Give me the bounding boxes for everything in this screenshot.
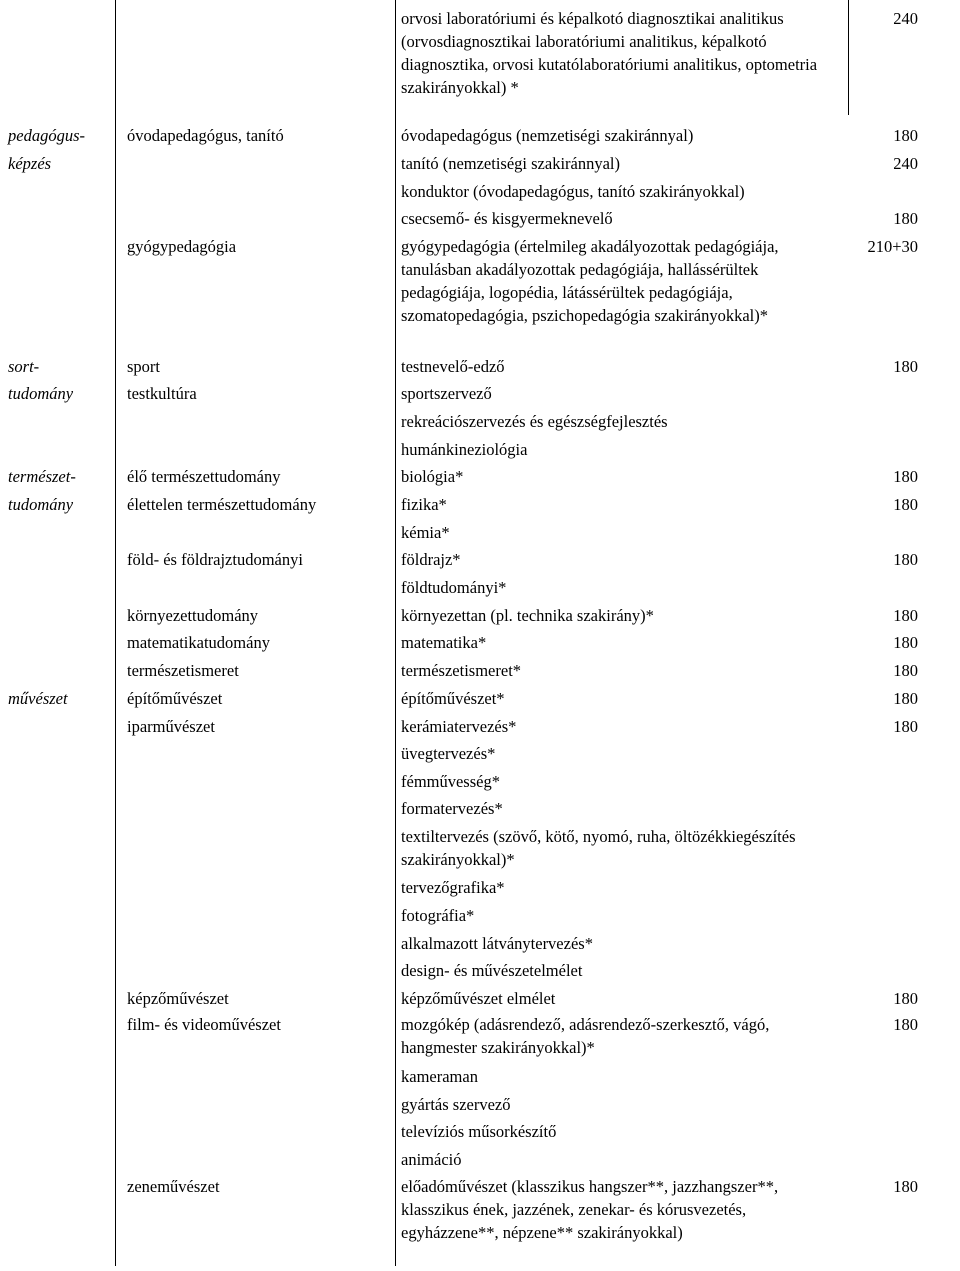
discipline-cell: testkultúra (127, 384, 197, 403)
credits-cell: 240 (893, 9, 918, 28)
discipline-cell: környezettudomány (127, 606, 259, 625)
credits-cell: 180 (893, 495, 918, 514)
specialization-cell: humánkineziológia (401, 440, 528, 459)
credits-cell: 180 (893, 689, 918, 708)
specialization-cell: orvosi laboratóriumi és képalkotó diagnosztikai analitikus (orvosdiagnosztikai laboratóriumi analitikus, képalkotó diagnosztika, orvosi kutatólaboratóriumi analitikus, optometria szakirányokkal) * (401, 9, 818, 97)
field-cell: tudomány (8, 495, 74, 514)
credits-cell: 180 (893, 606, 918, 625)
discipline-cell: természetismeret (127, 661, 239, 680)
discipline-cell: gyógypedagógia (127, 237, 237, 256)
credits-cell: 180 (893, 633, 918, 652)
column-divider-3 (848, 0, 849, 115)
specialization-cell: csecsemő- és kisgyermeknevelő (401, 209, 613, 228)
specialization-cell: tanító (nemzetiségi szakiránnyal) (401, 154, 620, 173)
discipline-cell: élő természettudomány (127, 467, 281, 486)
discipline-cell: iparművészet (127, 717, 215, 736)
specialization-cell: biológia* (401, 467, 464, 486)
specialization-cell: testnevelő-edző (401, 357, 505, 376)
specialization-cell: televíziós műsorkészítő (401, 1122, 557, 1141)
discipline-cell: föld- és földrajztudományi (127, 550, 303, 569)
specialization-cell: design- és művészetelmélet (401, 961, 583, 980)
credits-cell: 180 (893, 717, 918, 736)
specialization-cell: tervezőgrafika* (401, 878, 505, 897)
discipline-cell: építőművészet (127, 689, 223, 708)
discipline-cell: óvodapedagógus, tanító (127, 126, 284, 145)
specialization-cell: kémia* (401, 523, 450, 542)
credits-cell: 180 (893, 357, 918, 376)
field-cell: pedagógus- (8, 126, 85, 145)
credits-cell: 180 (893, 1177, 918, 1196)
credits-cell: 180 (893, 661, 918, 680)
field-cell: sort- (8, 357, 40, 376)
specialization-cell: matematika* (401, 633, 487, 652)
specialization-cell: formatervezés* (401, 799, 503, 818)
credits-cell: 180 (893, 467, 918, 486)
discipline-cell: sport (127, 357, 160, 376)
specialization-cell: textiltervezés (szövő, kötő, nyomó, ruha, öltözékkiegészítés szakirányokkal)* (401, 827, 796, 869)
credits-cell: 180 (893, 550, 918, 569)
field-cell: természet- (8, 467, 76, 486)
specialization-cell: fotográfia* (401, 906, 475, 925)
specialization-cell: földrajz* (401, 550, 461, 569)
specialization-cell: természetismeret* (401, 661, 522, 680)
specialization-cell: kerámiatervezés* (401, 717, 517, 736)
credits-cell: 210+30 (867, 237, 918, 256)
specialization-cell: földtudományi* (401, 578, 507, 597)
discipline-cell: élettelen természettudomány (127, 495, 317, 514)
field-cell: képzés (8, 154, 52, 173)
specialization-cell: fizika* (401, 495, 447, 514)
specialization-cell: környezettan (pl. technika szakirány)* (401, 606, 654, 625)
discipline-cell: képzőművészet (127, 989, 229, 1008)
specialization-cell: kameraman (401, 1067, 478, 1086)
specialization-cell: óvodapedagógus (nemzetiségi szakiránnyal) (401, 126, 694, 145)
discipline-cell: matematikatudomány (127, 633, 270, 652)
column-divider-2 (395, 0, 396, 1266)
field-cell: művészet (8, 689, 68, 708)
credits-cell: 180 (893, 209, 918, 228)
specialization-cell: animáció (401, 1150, 462, 1169)
credits-cell: 180 (893, 989, 918, 1008)
credits-cell: 180 (893, 1015, 918, 1034)
specialization-cell: előadóművészet (klasszikus hangszer**, jazzhangszer**, klasszikus ének, jazzének, zenekar- és kórusvezetés, egyházzene**, népzene** szakirányokkal) (401, 1177, 779, 1242)
credits-cell: 180 (893, 126, 918, 145)
specialization-cell: rekreációszervezés és egészségfejlesztés (401, 412, 668, 431)
field-cell: tudomány (8, 384, 74, 403)
specialization-cell: fémművesség* (401, 772, 500, 791)
credits-cell: 240 (893, 154, 918, 173)
specialization-cell: építőművészet* (401, 689, 505, 708)
specialization-cell: gyógypedagógia (értelmileg akadályozottak pedagógiája, tanulásban akadályozottak pedagógiája, hallássérültek pedagógiája, logopédia, látássérültek pedagógiája, szomatopedagógia, pszichopedagógia szakirányokkal)* (401, 237, 779, 325)
discipline-cell: film- és videoművészet (127, 1015, 281, 1034)
specialization-cell: alkalmazott látványtervezés* (401, 934, 593, 953)
discipline-cell: zeneművészet (127, 1177, 220, 1196)
column-divider-1 (115, 0, 116, 1266)
specialization-cell: mozgókép (adásrendező, adásrendező-szerkesztő, vágó, hangmester szakirányokkal)* (401, 1015, 770, 1057)
specialization-cell: konduktor (óvodapedagógus, tanító szakirányokkal) (401, 182, 745, 201)
specialization-cell: sportszervező (401, 384, 492, 403)
specialization-cell: képzőművészet elmélet (401, 989, 556, 1008)
specialization-cell: üvegtervezés* (401, 744, 496, 763)
specialization-cell: gyártás szervező (401, 1095, 511, 1114)
